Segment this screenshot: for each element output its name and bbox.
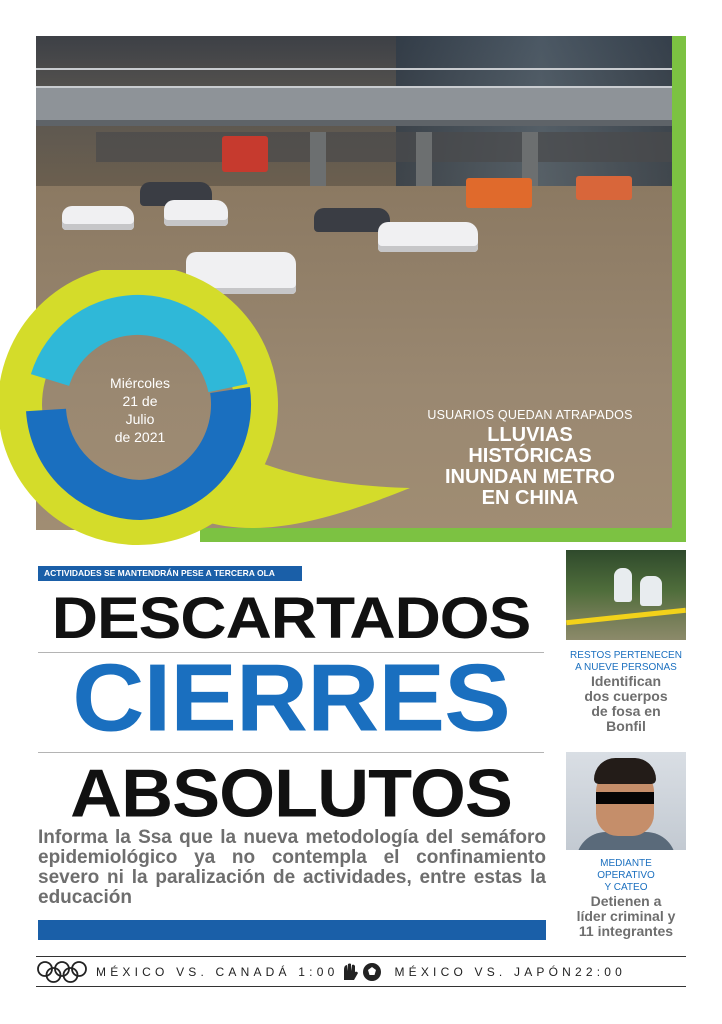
side-headline-line: líder criminal y bbox=[576, 908, 676, 924]
photo-truck bbox=[222, 136, 268, 172]
photo-bridge bbox=[36, 86, 686, 126]
side-kicker-line: RESTOS PERTENECEN bbox=[570, 650, 682, 661]
side-kicker-line: A NUEVE PERSONAS bbox=[575, 662, 677, 673]
ticker-rule-top bbox=[36, 956, 686, 957]
side-story-photo-forensics bbox=[566, 550, 686, 640]
side-headline-line: de fosa en bbox=[591, 703, 661, 719]
headline-divider bbox=[38, 752, 544, 753]
issue-date-line: 21 de bbox=[122, 393, 158, 409]
side-kicker-line: Y CATEO bbox=[604, 882, 648, 893]
photo-headline-line: INUNDAN METRO bbox=[445, 466, 615, 488]
side-story-1-kicker bbox=[562, 650, 690, 674]
photo-story-headline bbox=[405, 425, 655, 509]
photo-suspect-hair bbox=[594, 758, 656, 784]
side-story-2-kicker bbox=[562, 858, 690, 894]
photo-forensic-suit bbox=[640, 576, 662, 606]
main-story-deck: Informa la Ssa que la nueva metodología del semáforo epidemiológico ya no contempla el confinamiento severo ni la paralización de actividades, entre estas la educación bbox=[38, 827, 546, 908]
photo-story-kicker: USUARIOS QUEDAN ATRAPADOS bbox=[427, 408, 633, 422]
main-story-kicker: ACTIVIDADES SE MANTENDRÁN PESE A TERCERA OLA bbox=[38, 566, 302, 581]
photo-car bbox=[62, 206, 134, 230]
softball-glove-icon bbox=[340, 962, 360, 982]
sports-ticker bbox=[36, 960, 686, 984]
main-story-band bbox=[38, 920, 546, 940]
newspaper-logo-icon bbox=[0, 270, 420, 560]
issue-date-line: Julio bbox=[125, 411, 155, 427]
side-headline-line: Detienen a bbox=[590, 893, 662, 909]
main-headline-line-1: DESCARTADOS bbox=[51, 584, 531, 652]
issue-date-line: de 2021 bbox=[114, 429, 166, 445]
photo-bridge-shadow bbox=[96, 132, 686, 162]
main-headline-line-2: CIERRES bbox=[72, 644, 510, 752]
photo-truck bbox=[466, 178, 532, 208]
photo-car bbox=[378, 222, 478, 252]
ticker-rule-bottom bbox=[36, 986, 686, 987]
side-kicker-line: OPERATIVO bbox=[597, 870, 655, 881]
side-story-2-headline bbox=[562, 894, 690, 939]
soccer-ball-icon bbox=[362, 962, 382, 982]
side-story-1-headline bbox=[562, 674, 690, 734]
side-headline-line: 11 integrantes bbox=[578, 923, 674, 939]
photo-forensic-suit bbox=[614, 568, 632, 602]
side-kicker-line: MEDIANTE bbox=[600, 858, 652, 869]
green-frame-right bbox=[672, 36, 686, 542]
photo-police-tape bbox=[566, 608, 686, 626]
photo-headline-line: EN CHINA bbox=[481, 487, 579, 509]
side-story-photo-suspect bbox=[566, 752, 686, 850]
photo-truck bbox=[576, 176, 632, 200]
photo-car bbox=[164, 200, 228, 226]
photo-headline-line: HISTÓRICAS bbox=[468, 445, 592, 467]
side-headline-line: dos cuerpos bbox=[584, 688, 668, 704]
ticker-match-2: MÉXICO VS. JAPÓN22:00 bbox=[394, 965, 627, 979]
photo-censor-bar bbox=[596, 792, 654, 804]
issue-date bbox=[92, 374, 188, 446]
issue-date-line: Miércoles bbox=[110, 375, 170, 391]
photo-bridge-rail bbox=[36, 68, 686, 88]
side-headline-line: Identifican bbox=[590, 673, 661, 689]
photo-headline-line: LLUVIAS bbox=[487, 424, 573, 446]
side-headline-line: Bonfil bbox=[606, 718, 646, 734]
olympic-rings-icon bbox=[36, 961, 88, 983]
ticker-match-1: MÉXICO VS. CANADÁ 1:00 bbox=[96, 965, 339, 979]
main-headline-line-3: ABSOLUTOS bbox=[70, 756, 512, 832]
